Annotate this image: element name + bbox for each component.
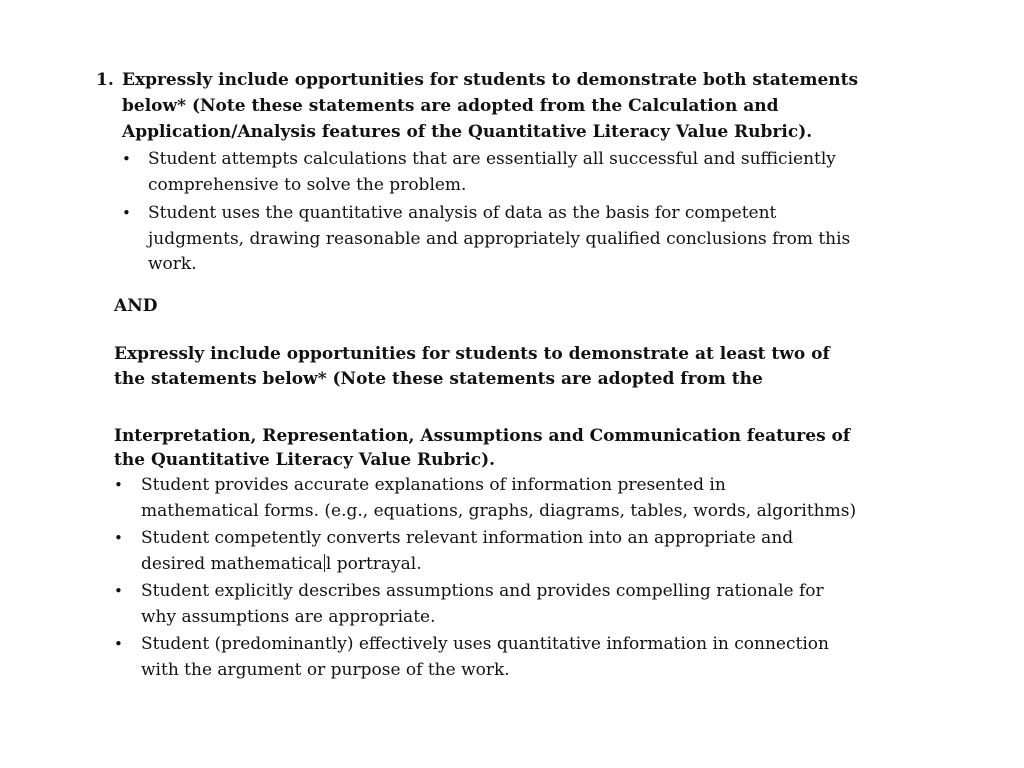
item1-heading-line: Application/Analysis features of the Quantitative Literacy Value Rubric). (122, 122, 813, 142)
bullet-icon: • (114, 635, 123, 653)
item2-heading-line: the statements below* (Note these statements are adopted from the (114, 369, 763, 389)
item2-bullet-2-line: Student competently converts relevant information into an appropriate and (141, 528, 794, 548)
text-before-cursor: desired mathematica (141, 554, 323, 574)
item2-bullet-1-line: Student provides accurate explanations of information presented in (141, 475, 726, 495)
connector-and: AND (114, 296, 158, 316)
item2-heading-line: Interpretation, Representation, Assumptions and Communication features of (114, 426, 851, 446)
bullet-icon: • (114, 582, 123, 600)
bullet-icon: • (122, 150, 131, 168)
item1-bullet-2-line: judgments, drawing reasonable and appropriately qualified conclusions from this (148, 229, 851, 249)
item1-heading-line: below* (Note these statements are adopted from the Calculation and (122, 96, 779, 116)
item1-bullet-1-line: Student attempts calculations that are essentially all successful and sufficiently (148, 149, 836, 169)
item1-heading-line: Expressly include opportunities for students to demonstrate both statements (122, 70, 859, 90)
item2-bullet-4-line: Student (predominantly) effectively uses quantitative information in connection (141, 634, 829, 654)
text-cursor (324, 554, 325, 572)
item2-bullet-3-line: Student explicitly describes assumptions and provides compelling rationale for (141, 581, 824, 601)
list-number: 1. (96, 70, 114, 90)
bullet-icon: • (114, 529, 123, 547)
item2-heading-line: Expressly include opportunities for students to demonstrate at least two of (114, 344, 830, 364)
text-after-cursor: l portrayal. (325, 554, 422, 574)
item2-bullet-3-line: why assumptions are appropriate. (141, 607, 436, 627)
item1-bullet-1-line: comprehensive to solve the problem. (148, 175, 467, 195)
item2-heading-line: the Quantitative Literacy Value Rubric). (114, 450, 496, 470)
bullet-icon: • (122, 204, 131, 222)
item1-bullet-2-line: Student uses the quantitative analysis of data as the basis for competent (148, 203, 777, 223)
item2-bullet-1-line: mathematical forms. (e.g., equations, graphs, diagrams, tables, words, algorithms) (141, 501, 857, 521)
item2-bullet-4-line: with the argument or purpose of the work. (141, 660, 510, 680)
item2-bullet-2-line[interactable] (141, 553, 422, 575)
item1-bullet-2-line: work. (148, 254, 197, 274)
bullet-icon: • (114, 476, 123, 494)
